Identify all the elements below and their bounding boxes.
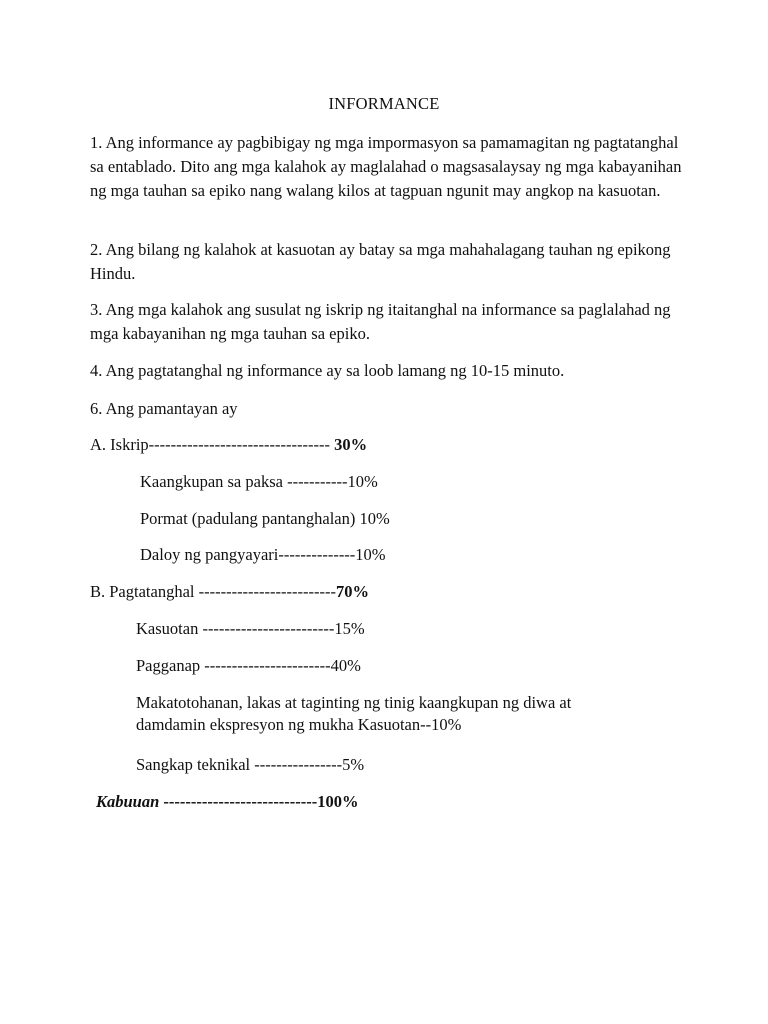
criterion-a-sub-2: Pormat (padulang pantanghalan) 10% bbox=[140, 509, 390, 528]
criterion-b-label: B. Pagtatanghal ------------------------- bbox=[90, 582, 336, 601]
criterion-b-sub-3b: damdamin ekspresyon ng mukha Kasuotan--10% bbox=[136, 715, 462, 734]
criterion-a-sub-3: Daloy ng pangyayari--------------10% bbox=[140, 545, 386, 564]
item-6: 6. Ang pamantayan ay bbox=[90, 399, 238, 418]
criterion-b-sub-4: Sangkap teknikal ----------------5% bbox=[136, 755, 365, 774]
criterion-b-sub-2: Pagganap -----------------------40% bbox=[136, 656, 361, 675]
item-2: 2. Ang bilang ng kalahok at kasuotan ay batay sa mga mahahalagang tauhan ng epikong Hindu. bbox=[90, 240, 671, 283]
criterion-b bbox=[90, 582, 369, 602]
criterion-a-percent: 30% bbox=[334, 435, 368, 454]
total-label: Kabuuan bbox=[96, 792, 160, 811]
item-3: 3. Ang mga kalahok ang susulat ng iskrip ng itaitanghal na informance sa paglalahad ng mga kabayanihan ng mga tauhan sa epiko. bbox=[90, 300, 671, 343]
criterion-b-sub-3a: Makatotohanan, lakas at taginting ng tinig kaangkupan ng diwa at bbox=[136, 693, 572, 712]
criterion-a-label: A. Iskrip--------------------------------- bbox=[90, 435, 335, 454]
criterion-a-sub-1: Kaangkupan sa paksa -----------10% bbox=[140, 472, 378, 491]
criterion-b-percent: 70% bbox=[335, 582, 369, 601]
item-1: 1. Ang informance ay pagbibigay ng mga impormasyon sa pamamagitan ng pagtatanghal sa entablado. Dito ang mga kalahok ay maglalahad o magsasalaysay ng mga kabayanihan ng mga tauhan sa epiko nang walang kilos at tagpuan ngunit may angkop na kasuotan. bbox=[90, 133, 682, 200]
criterion-a bbox=[90, 435, 367, 455]
total-value: ----------------------------100% bbox=[159, 792, 359, 811]
document-title: INFORMANCE bbox=[328, 94, 440, 113]
item-4: 4. Ang pagtatanghal ng informance ay sa loob lamang ng 10-15 minuto. bbox=[90, 361, 565, 380]
total-row bbox=[96, 792, 359, 812]
criterion-b-sub-1: Kasuotan ------------------------15% bbox=[136, 619, 365, 638]
